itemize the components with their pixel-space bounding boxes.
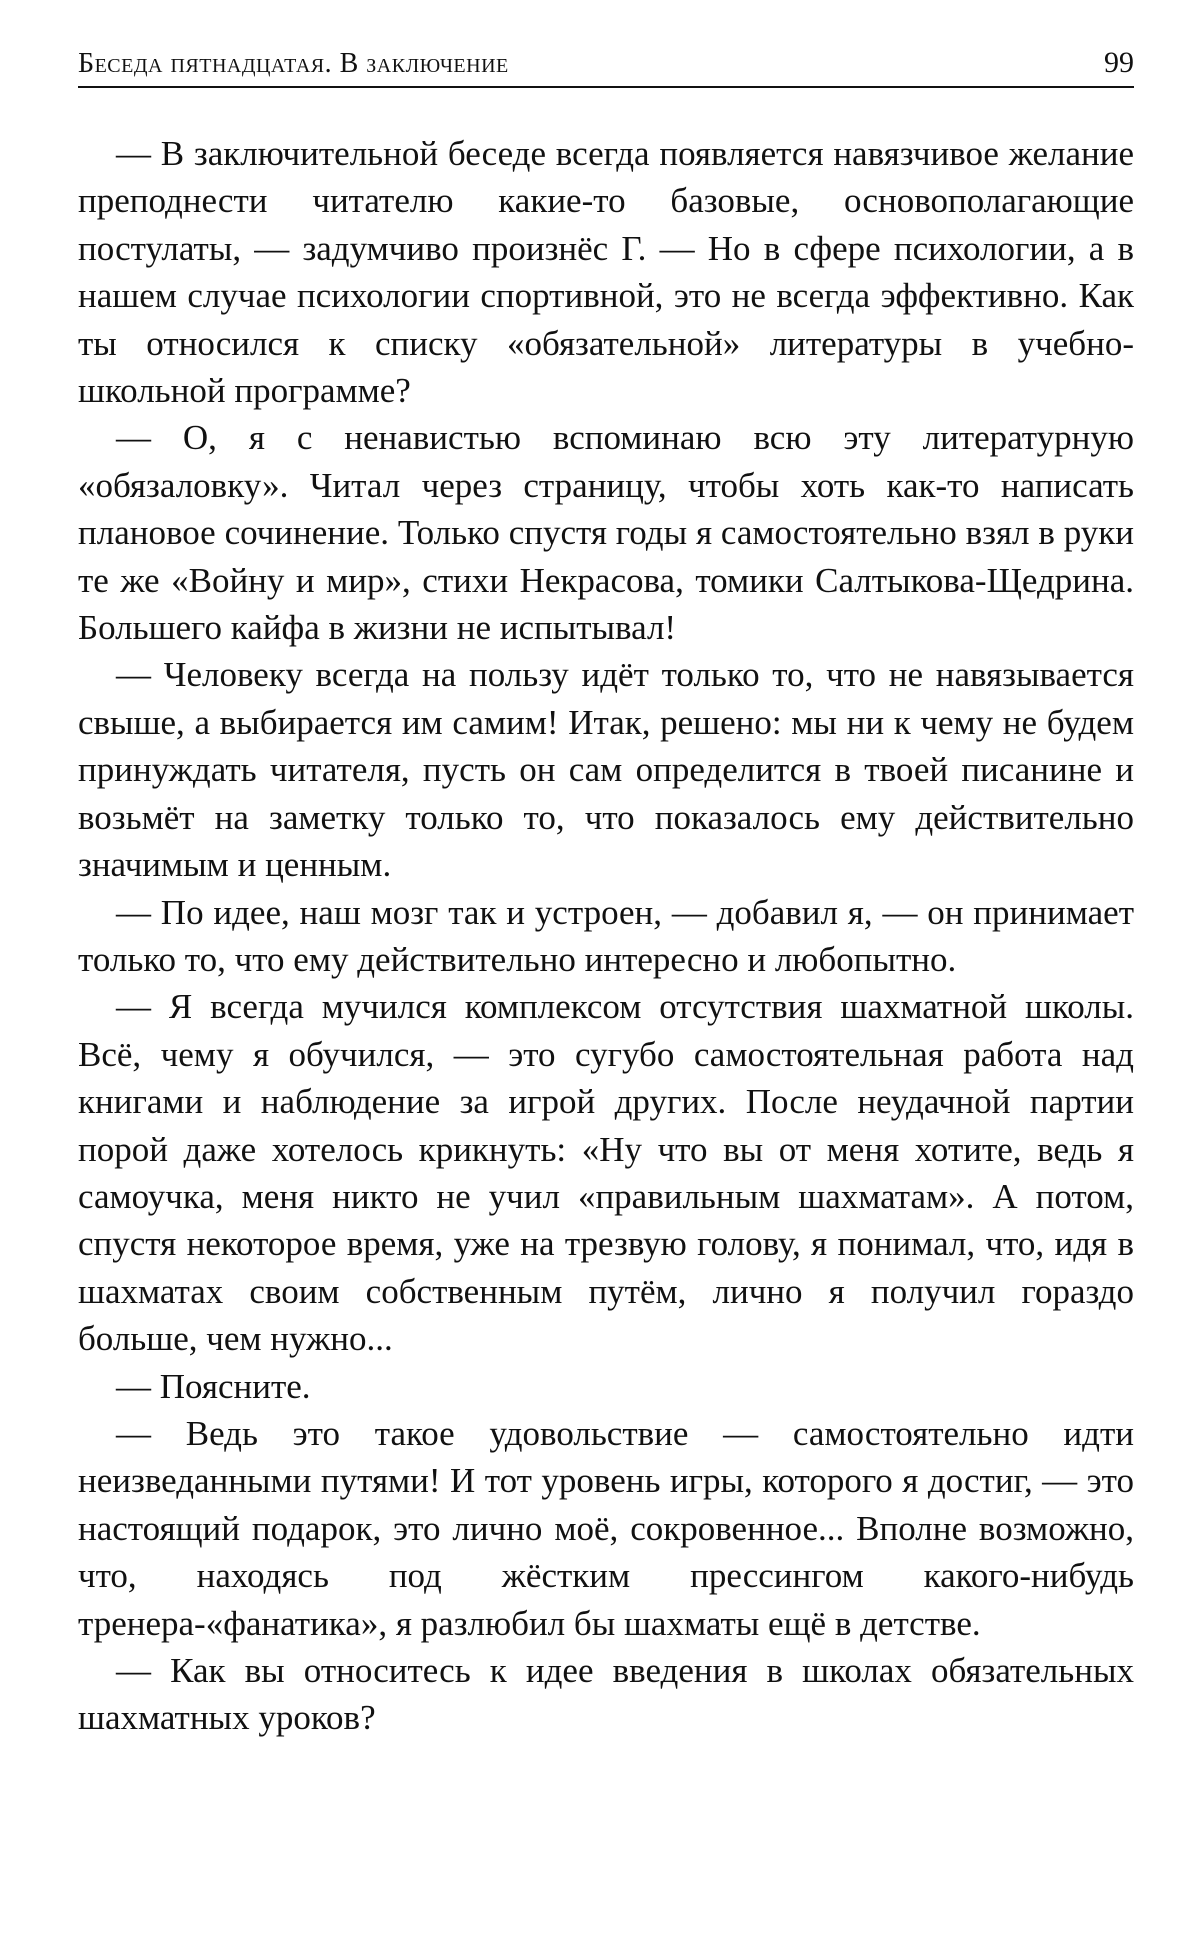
paragraph-2: — О, я с ненавистью вспоминаю всю эту литературную «обязаловку». Читал через страницу, чтобы хоть как-то написать плановое сочинение. Только спустя годы я самостоятельно взял в руки те же «Войну и мир», стихи Некрасова, томики Салтыкова-Щедрина. Большего кайфа в жизни не испытывал! bbox=[78, 418, 1134, 648]
running-header bbox=[78, 36, 1134, 88]
paragraph-5: — Я всегда мучился комплексом отсутствия шахматной школы. Всё, чему я обучился, — это сугубо самостоятельная работа над книгами и наблюдение за игрой других. После неудачной партии порой даже хотелось крикнуть: «Ну что вы от меня хотите, ведь я самоучка, меня никто не учил «правильным шахматам». А потом, спустя некоторое время, уже на трезвую голову, я понимал, что, идя в шахматах своим собственным путём, лично я получил гораздо больше, чем нужно... bbox=[78, 987, 1134, 1359]
body-text bbox=[78, 130, 1134, 1742]
paragraph-6: — Поясните. bbox=[116, 1366, 311, 1406]
paragraph-3: — Человеку всегда на пользу идёт только то, что не навязывается свыше, а выбирается им самим! Итак, решено: мы ни к чему не будем принуждать читателя, пусть он сам определится в твоей писанине и возьмёт на заметку только то, что показалось ему действительно значимым и ценным. bbox=[78, 655, 1134, 885]
book-page bbox=[78, 36, 1134, 1742]
section-title: Беседа пятнадцатая. В заключение bbox=[78, 48, 509, 79]
paragraph-8: — Как вы относитесь к идее введения в школах обязательных шахматных уроков? bbox=[78, 1651, 1134, 1738]
paragraph-1: — В заключительной беседе всегда появляется навязчивое желание преподнести читателю какие-то базовые, основополагающие постулаты, — задумчиво произнёс Г. — Но в сфере психологии, а в нашем случае психологии спортивной, это не всегда эффективно. Как ты относился к списку «обязательной» литературы в учебно-школьной программе? bbox=[78, 134, 1134, 411]
paragraph-4: — По идее, наш мозг так и устроен, — добавил я, — он принимает только то, что ему действительно интересно и любопытно. bbox=[78, 892, 1134, 979]
paragraph-7: — Ведь это такое удовольствие — самостоятельно идти неизведанными путями! И тот уровень игры, которого я достиг, — это настоящий подарок, это лично моё, сокровенное... Вполне возможно, что, находясь под жёстким прессингом какого-нибудь тренера-«фанатика», я разлюбил бы шахматы ещё в детстве. bbox=[78, 1413, 1134, 1643]
page-number: 99 bbox=[1104, 46, 1134, 79]
